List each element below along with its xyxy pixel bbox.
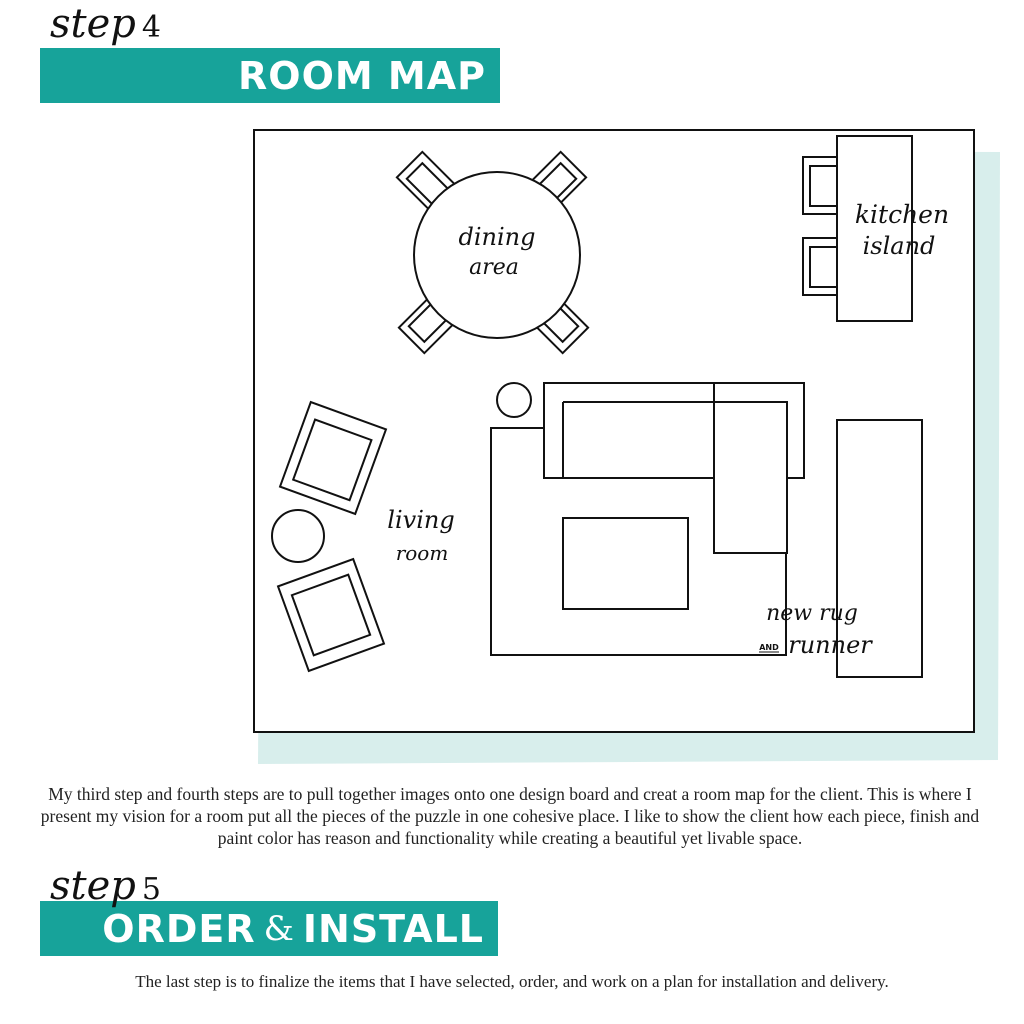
label-dining-area-1: dining xyxy=(458,223,536,251)
label-and: AND xyxy=(759,643,779,652)
step-5-number: 5 xyxy=(141,872,161,907)
room-map-description: My third step and fourth steps are to pull together images onto one design board and creat a room map for the client. This is where I present my vision for a room put all the pieces of the puzzle in one cohesive place. I like to show the client how each piece, finish and paint color has reason and functionality while creating a beautiful yet livable space. xyxy=(40,784,980,848)
step-4-word: step xyxy=(50,1,136,47)
label-new-rug: new rug xyxy=(766,601,858,626)
room-map-title: ROOM MAP xyxy=(238,53,486,98)
order-install-title-part2: INSTALL xyxy=(302,906,484,951)
label-kitchen-island-2: island xyxy=(862,232,936,260)
coffee-table xyxy=(563,518,688,609)
order-install-title-part1: ORDER xyxy=(102,906,256,951)
order-install-amp: & xyxy=(263,908,295,949)
label-living-room-1: living xyxy=(387,506,455,534)
side-table-small xyxy=(497,383,531,417)
step-5-word: step xyxy=(50,863,136,909)
step-5-label xyxy=(50,863,161,909)
living-side-table xyxy=(272,510,324,562)
order-install-description: The last step is to finalize the items that I have selected, order, and work on a plan for installation and delivery. xyxy=(135,972,889,991)
label-runner: runner xyxy=(788,631,872,659)
order-install-banner xyxy=(40,901,498,956)
label-kitchen-island-1: kitchen xyxy=(854,200,950,229)
step-4-number: 4 xyxy=(141,10,161,45)
label-living-room-2: room xyxy=(395,541,449,565)
label-dining-area-2: area xyxy=(469,255,519,280)
